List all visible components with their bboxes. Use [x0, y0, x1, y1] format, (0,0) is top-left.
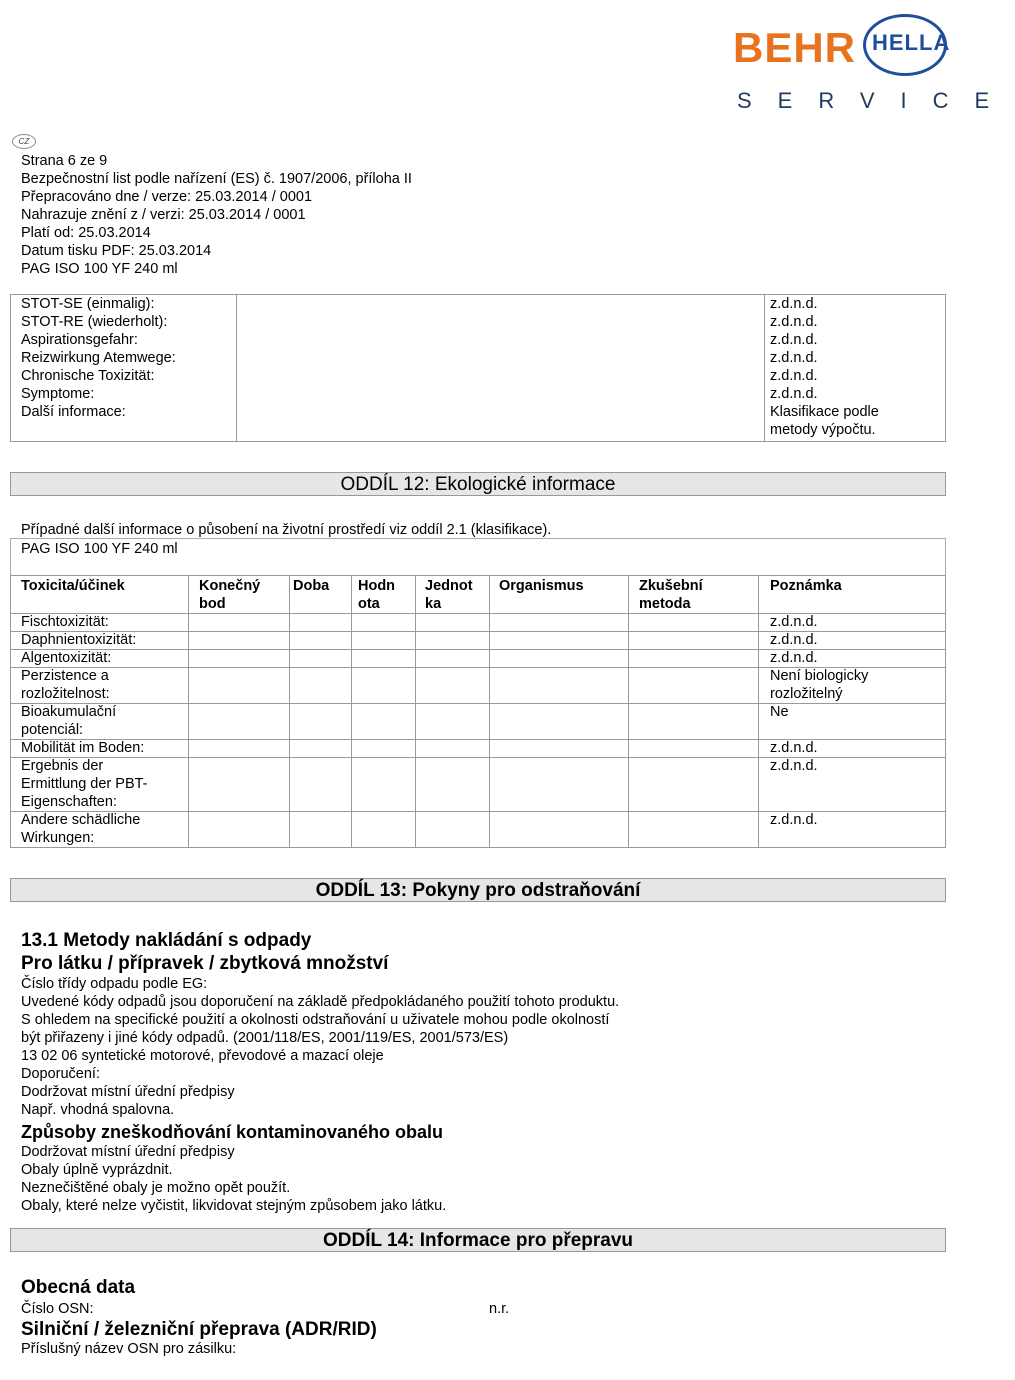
col-header: bod: [199, 596, 226, 612]
table-row-note: z.d.n.d.: [770, 650, 818, 666]
table-row-label: Fischtoxizität:: [21, 614, 109, 630]
waste-line: Uvedené kódy odpadů jsou doporučení na základě předpokládaného použití tohoto produktu.: [21, 994, 620, 1010]
general-data-heading: Obecná data: [21, 1277, 136, 1298]
replaces: Nahrazuje znění z / verzi: 25.03.2014 / 0001: [21, 207, 306, 223]
section-13-substance-heading: Pro látku / přípravek / zbytková množství: [21, 953, 389, 974]
product-name: PAG ISO 100 YF 240 ml: [21, 261, 178, 277]
col-header: ota: [358, 596, 380, 612]
section-12-note: Případné další informace o působení na životní prostředí viz oddíl 2.1 (klasifikace).: [21, 522, 552, 538]
table-row-label: Ermittlung der PBT-: [21, 776, 148, 792]
valid-from: Platí od: 25.03.2014: [21, 225, 151, 241]
table-row-label: Ergebnis der: [21, 758, 104, 774]
tox-value: z.d.n.d.: [770, 296, 818, 312]
waste-line: 13 02 06 syntetické motorové, převodové a mazací oleje: [21, 1048, 384, 1064]
table-row-note: z.d.n.d.: [770, 740, 818, 756]
waste-line: být přiřazeny i jiné kódy odpadů. (2001/118/ES, 2001/119/ES, 2001/573/ES): [21, 1030, 509, 1046]
adr-heading: Silniční / železniční přeprava (ADR/RID): [21, 1319, 377, 1340]
table-row-note: z.d.n.d.: [770, 812, 818, 828]
print-date: Datum tisku PDF: 25.03.2014: [21, 243, 212, 259]
product-row: [10, 538, 946, 576]
packaging-line: Dodržovat místní úřední předpisy: [21, 1144, 235, 1160]
osn-shipping-name: Příslušný název OSN pro zásilku:: [21, 1341, 237, 1357]
packaging-line: Neznečištěné obaly je možno opět použít.: [21, 1180, 291, 1196]
col-header: Zkušební: [639, 578, 703, 594]
page-number: Strana 6 ze 9: [21, 153, 108, 169]
tox-label: Chronische Toxizität:: [21, 368, 155, 384]
table-row-note: rozložitelný: [770, 686, 843, 702]
section-12-product: PAG ISO 100 YF 240 ml: [21, 541, 178, 557]
section-12-title: ODDÍL 12: Ekologické informace: [10, 472, 946, 496]
tox-value: z.d.n.d.: [770, 314, 818, 330]
col-header: Hodn: [358, 578, 396, 594]
table-row-label: rozložitelnost:: [21, 686, 110, 702]
hella-logo: HELLA: [872, 30, 951, 55]
tox-label: Aspirationsgefahr:: [21, 332, 138, 348]
tox-value: z.d.n.d.: [770, 368, 818, 384]
packaging-line: Obaly, které nelze vyčistit, likvidovat stejným způsobem jako látku.: [21, 1198, 447, 1214]
col-header: Toxicita/účinek: [21, 578, 125, 594]
table-row-note: Není biologicky: [770, 668, 869, 684]
col-header: Konečný: [199, 578, 261, 594]
tox-label: Symptome:: [21, 386, 95, 402]
behr-logo: BEHR: [733, 24, 857, 71]
waste-line: Číslo třídy odpadu podle EG:: [21, 976, 208, 992]
packaging-line: Obaly úplně vyprázdnit.: [21, 1162, 173, 1178]
table-row-label: Andere schädliche: [21, 812, 141, 828]
table-row-label: Bioakumulační: [21, 704, 117, 720]
table-row-note: z.d.n.d.: [770, 614, 818, 630]
tox-value: z.d.n.d.: [770, 386, 818, 402]
table-row-label: Mobilität im Boden:: [21, 740, 145, 756]
ecotox-table: [10, 575, 946, 848]
table-row-label: Eigenschaften:: [21, 794, 117, 810]
revision: Přepracováno dne / verze: 25.03.2014 / 0001: [21, 189, 313, 205]
table-row-label: Wirkungen:: [21, 830, 95, 846]
tox-label: STOT-RE (wiederholt):: [21, 314, 168, 330]
waste-line: Dodržovat místní úřední předpisy: [21, 1084, 235, 1100]
tox-label: Reizwirkung Atemwege:: [21, 350, 176, 366]
col-header: Organismus: [499, 578, 584, 594]
table-row-note: z.d.n.d.: [770, 632, 818, 648]
waste-line: Např. vhodná spalovna.: [21, 1102, 175, 1118]
table-row-note: z.d.n.d.: [770, 758, 818, 774]
waste-line: Doporučení:: [21, 1066, 100, 1082]
tox-value: metody výpočtu.: [770, 422, 876, 438]
tox-label: Další informace:: [21, 404, 126, 420]
tox-value: Klasifikace podle: [770, 404, 879, 420]
language-badge: CZ: [12, 134, 36, 149]
toxicology-table: [10, 294, 946, 442]
table-row-label: potenciál:: [21, 722, 84, 738]
section-13-1-heading: 13.1 Metody nakládání s odpady: [21, 930, 312, 951]
col-header: Doba: [293, 578, 330, 594]
osn-value: n.r.: [489, 1301, 510, 1317]
col-header: Jednot: [425, 578, 473, 594]
col-header: metoda: [639, 596, 691, 612]
table-row-label: Perzistence a: [21, 668, 109, 684]
tox-label: STOT-SE (einmalig):: [21, 296, 155, 312]
table-row-note: Ne: [770, 704, 789, 720]
waste-line: S ohledem na specifické použití a okolnosti odstraňování u uživatele mohou podle okolností: [21, 1012, 610, 1028]
section-13-title: ODDÍL 13: Pokyny pro odstraňování: [10, 878, 946, 902]
service-wordmark: SERVICE: [737, 88, 1015, 113]
col-header: Poznámka: [770, 578, 842, 594]
tox-value: z.d.n.d.: [770, 332, 818, 348]
osn-label: Číslo OSN:: [21, 1301, 94, 1317]
table-row-label: Daphnientoxizität:: [21, 632, 137, 648]
doc-title: Bezpečnostní list podle nařízení (ES) č. 1907/2006, příloha II: [21, 171, 412, 187]
table-row-label: Algentoxizität:: [21, 650, 112, 666]
col-header: ka: [425, 596, 442, 612]
section-14-title: ODDÍL 14: Informace pro přepravu: [10, 1228, 946, 1252]
packaging-heading: Způsoby zneškodňování kontaminovaného obalu: [21, 1122, 444, 1142]
tox-value: z.d.n.d.: [770, 350, 818, 366]
